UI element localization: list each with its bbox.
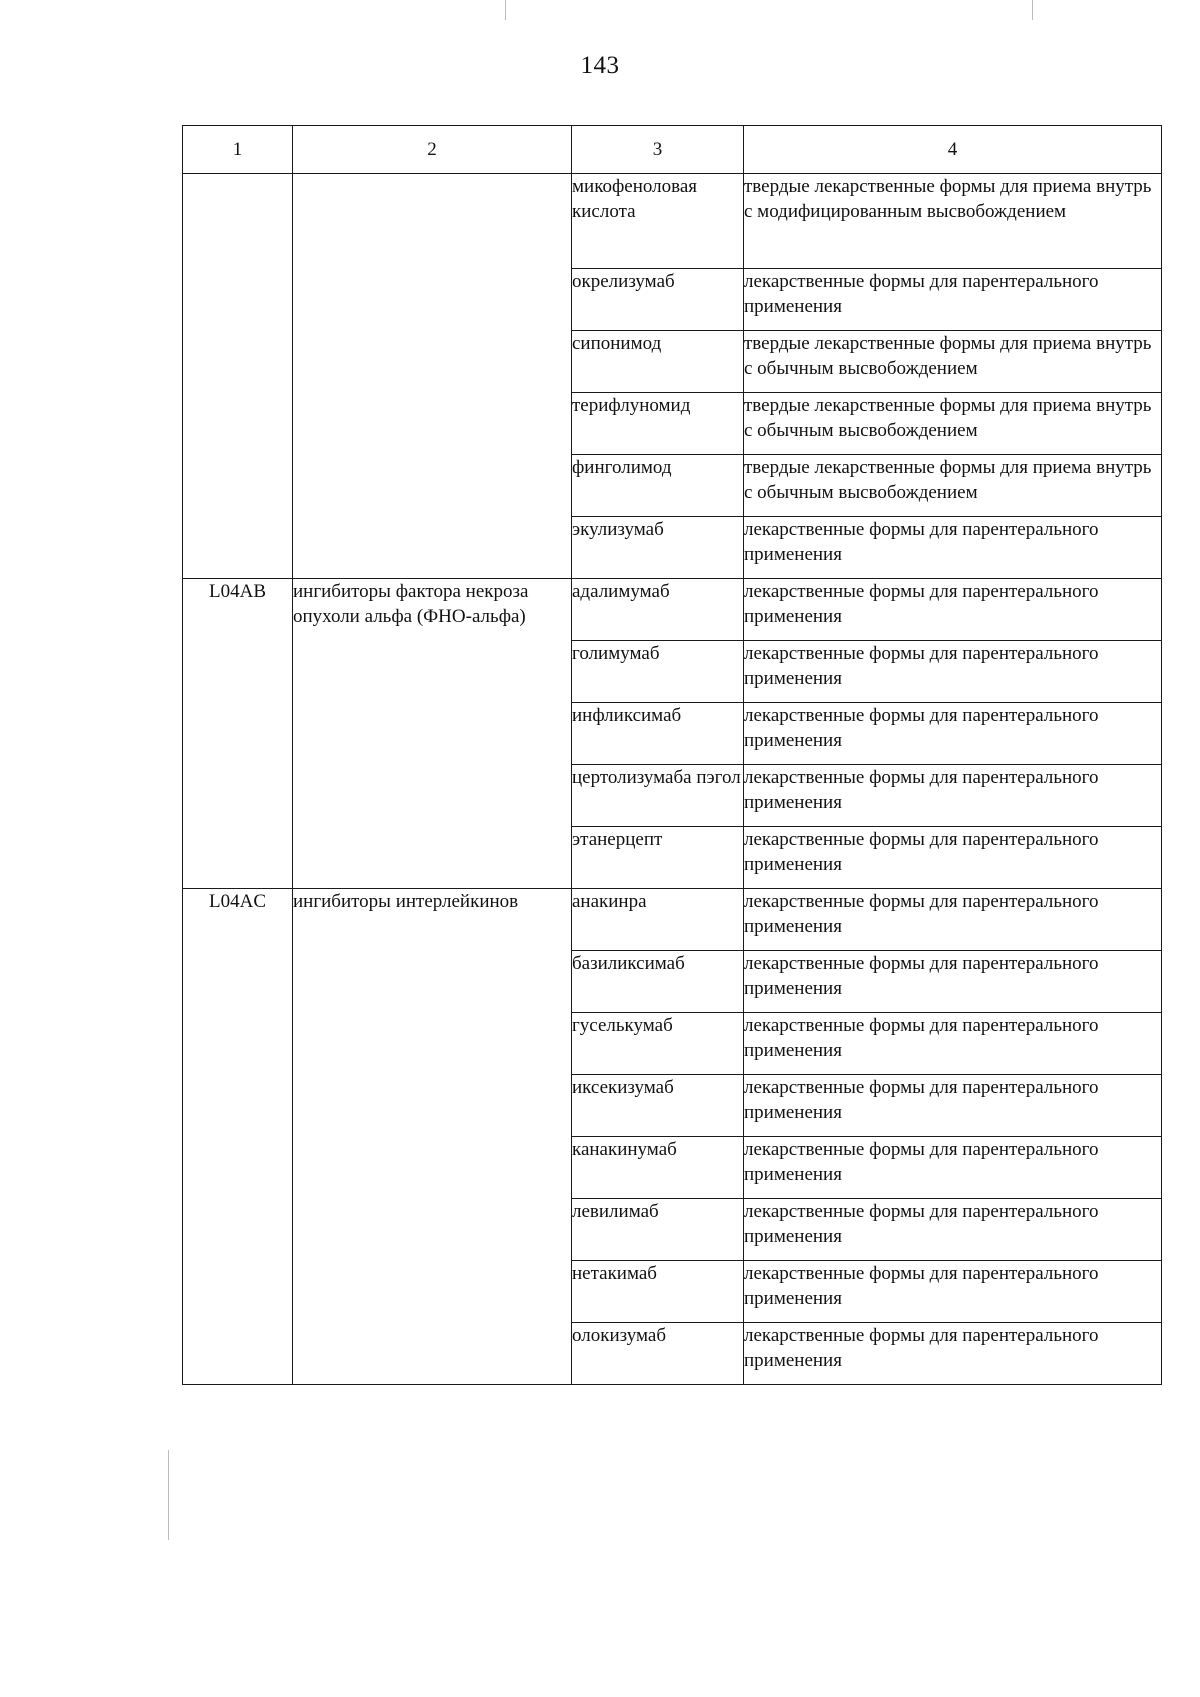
table-row [183, 579, 1162, 641]
dosage-form-cell: лекарственные формы для парентерального применения [744, 827, 1162, 889]
drug-name-cell: иксекизумаб [572, 1075, 744, 1137]
drug-name-cell: микофеноловая кислота [572, 174, 744, 269]
page-number: 143 [580, 52, 620, 79]
drug-name-cell: цертолизумаба пэгол [572, 765, 744, 827]
dosage-form-cell: твердые лекарственные формы для приема внутрь с обычным высвобождением [744, 393, 1162, 455]
header-col-3: 3 [572, 126, 744, 174]
group-name-cell: ингибиторы интерлейкинов [293, 889, 572, 1385]
atc-code-cell: L04AB [183, 579, 293, 889]
dosage-form-cell: лекарственные формы для парентерального применения [744, 579, 1162, 641]
group-name-cell: ингибиторы фактора некроза опухоли альфа (ФНО-альфа) [293, 579, 572, 889]
dosage-form-cell: лекарственные формы для парентерального применения [744, 1261, 1162, 1323]
dosage-form-cell: лекарственные формы для парентерального применения [744, 1199, 1162, 1261]
dosage-form-cell: твердые лекарственные формы для приема внутрь с обычным высвобождением [744, 331, 1162, 393]
scan-edge-mark [168, 1450, 169, 1540]
drug-name-cell: экулизумаб [572, 517, 744, 579]
drug-name-cell: олокизумаб [572, 1323, 744, 1385]
drug-name-cell: терифлуномид [572, 393, 744, 455]
drug-table [182, 125, 1162, 1385]
dosage-form-cell: лекарственные формы для парентерального применения [744, 889, 1162, 951]
table-row [183, 174, 1162, 269]
dosage-form-cell: лекарственные формы для парентерального применения [744, 1137, 1162, 1199]
drug-name-cell: левилимаб [572, 1199, 744, 1261]
drug-name-cell: гуселькумаб [572, 1013, 744, 1075]
drug-name-cell: сипонимод [572, 331, 744, 393]
drug-name-cell: анакинра [572, 889, 744, 951]
dosage-form-cell: твердые лекарственные формы для приема внутрь с модифицированным высвобождением [744, 174, 1162, 269]
dosage-form-cell: лекарственные формы для парентерального применения [744, 641, 1162, 703]
atc-code-cell [183, 174, 293, 579]
header-col-1: 1 [183, 126, 293, 174]
scan-edge-mark [505, 0, 506, 20]
drug-name-cell: этанерцепт [572, 827, 744, 889]
dosage-form-cell: лекарственные формы для парентерального применения [744, 765, 1162, 827]
header-col-2: 2 [293, 126, 572, 174]
scan-edge-mark [1032, 0, 1033, 20]
table-row [183, 889, 1162, 951]
header-col-4: 4 [744, 126, 1162, 174]
dosage-form-cell: твердые лекарственные формы для приема внутрь с обычным высвобождением [744, 455, 1162, 517]
dosage-form-cell: лекарственные формы для парентерального применения [744, 951, 1162, 1013]
dosage-form-cell: лекарственные формы для парентерального применения [744, 1075, 1162, 1137]
drug-name-cell: финголимод [572, 455, 744, 517]
drug-name-cell: окрелизумаб [572, 269, 744, 331]
dosage-form-cell: лекарственные формы для парентерального применения [744, 1323, 1162, 1385]
drug-name-cell: инфликсимаб [572, 703, 744, 765]
atc-code-cell: L04AC [183, 889, 293, 1385]
dosage-form-cell: лекарственные формы для парентерального применения [744, 703, 1162, 765]
dosage-form-cell: лекарственные формы для парентерального применения [744, 517, 1162, 579]
drug-name-cell: канакинумаб [572, 1137, 744, 1199]
drug-name-cell: базиликсимаб [572, 951, 744, 1013]
dosage-form-cell: лекарственные формы для парентерального применения [744, 269, 1162, 331]
drug-name-cell: нетакимаб [572, 1261, 744, 1323]
dosage-form-cell: лекарственные формы для парентерального применения [744, 1013, 1162, 1075]
drug-name-cell: адалимумаб [572, 579, 744, 641]
header-row [183, 126, 1162, 174]
drug-name-cell: голимумаб [572, 641, 744, 703]
group-name-cell [293, 174, 572, 579]
